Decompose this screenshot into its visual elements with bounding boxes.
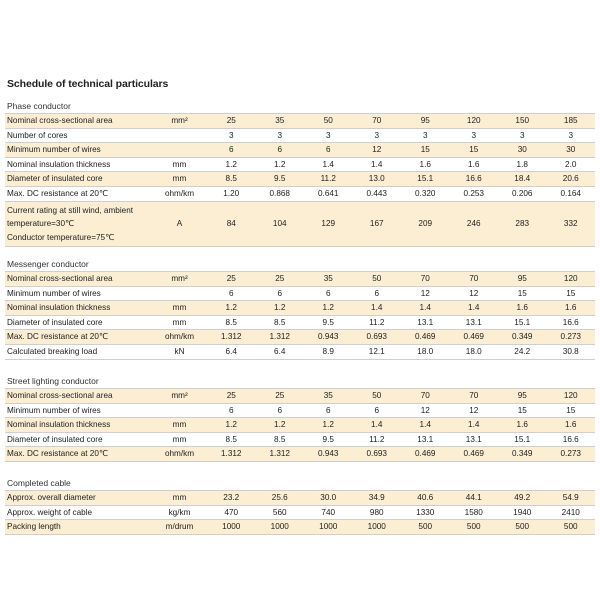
cell-value: 0.349 (498, 447, 547, 462)
row-label-text: Minimum number of wires (7, 145, 101, 155)
row-label (5, 172, 152, 187)
cell-value: 50 (353, 389, 402, 404)
table-row (5, 114, 595, 129)
table-row (5, 157, 595, 172)
cell-value: 0.164 (560, 188, 581, 198)
row-unit: mm² (152, 272, 207, 287)
cell-value: 30.0 (304, 491, 353, 506)
row-label-text: Max. DC resistance at 20℃ (7, 188, 109, 198)
cell-value: 2410 (561, 507, 580, 517)
cell-value: 15 (517, 288, 527, 298)
cell-value: 25 (207, 389, 256, 404)
row-label (5, 418, 152, 433)
table-row (5, 447, 595, 462)
cell-value: 1.312 (207, 330, 256, 345)
row-label (5, 143, 152, 158)
cell-value: 0.469 (450, 330, 499, 345)
table-row (5, 128, 595, 143)
cell-value: 1.2 (225, 159, 237, 169)
cell-value: 25 (207, 114, 256, 129)
cell-value: 500 (498, 520, 547, 535)
row-label (5, 286, 152, 301)
table-row (5, 389, 595, 404)
cell-value: 0.641 (318, 188, 339, 198)
table-row (5, 403, 595, 418)
cell-value: 6.4 (274, 346, 286, 356)
section-title-phase-conductor: Phase conductor (7, 101, 71, 111)
cell-value: 15.1 (514, 434, 531, 444)
cell-value: 30.8 (562, 346, 579, 356)
cell-value: 1.2 (207, 418, 256, 433)
cell-value: 1.8 (516, 159, 528, 169)
cell-value: 0.868 (269, 188, 290, 198)
cell-value: 1.4 (401, 418, 450, 433)
cell-value: 16.6 (450, 172, 499, 187)
cell-value: 16.6 (562, 434, 579, 444)
row-label-text: Diameter of insulated core (7, 434, 103, 444)
cell-value: 13.1 (417, 434, 434, 444)
cell-value: 6 (277, 288, 283, 298)
row-label-text: Nominal cross-sectional area (7, 391, 113, 400)
messenger-conductor-table (5, 271, 595, 360)
cell-value: 35 (304, 389, 353, 404)
table-row (5, 201, 595, 247)
cell-value: 8.5 (274, 434, 286, 444)
cell-value: 500 (547, 520, 596, 535)
table-row (5, 344, 595, 359)
cell-value: 25.6 (256, 491, 305, 506)
row-label-text: Approx. weight of cable (7, 507, 93, 517)
cell-value: 1.4 (353, 301, 402, 316)
section-title-messenger-conductor: Messenger conductor (7, 259, 89, 269)
row-unit: mm (172, 434, 187, 444)
completed-cable-table (5, 490, 595, 535)
row-unit: m/drum (152, 520, 207, 535)
table-row (5, 418, 595, 433)
cell-value: 15 (517, 405, 527, 415)
cell-value: 70 (450, 389, 499, 404)
street-lighting-conductor-table (5, 388, 595, 462)
row-unit: mm (152, 301, 207, 316)
row-unit (152, 128, 207, 143)
cell-value: 0.469 (401, 447, 450, 462)
row-label (5, 315, 152, 330)
cell-value: 0.693 (353, 447, 402, 462)
cell-value: 6 (325, 405, 331, 415)
cell-value: 0.273 (547, 447, 596, 462)
table-row (5, 286, 595, 301)
cell-value: 1000 (256, 520, 305, 535)
row-label-text-2: Conductor temperature=75℃ (7, 232, 115, 242)
cell-value: 25 (256, 272, 305, 287)
cell-value: 15 (566, 405, 576, 415)
cell-value: 24.2 (514, 346, 531, 356)
cell-value: 12.1 (368, 346, 385, 356)
row-unit: ohm/km (152, 447, 207, 462)
cell-value: 12 (420, 405, 430, 415)
cell-value: 3 (374, 130, 380, 140)
cell-value: 8.9 (322, 346, 334, 356)
cell-value: 1330 (416, 507, 435, 517)
cell-value: 25 (256, 389, 305, 404)
row-unit: ohm/km (152, 330, 207, 345)
cell-value: 1.20 (223, 188, 240, 198)
cell-value: 332 (547, 201, 596, 247)
cell-value: 3 (519, 130, 525, 140)
row-label-text: Calculated breaking load (7, 346, 98, 356)
cell-value: 0.349 (498, 330, 547, 345)
row-label (5, 114, 152, 129)
cell-value: 1.312 (256, 447, 305, 462)
cell-value: 209 (401, 201, 450, 247)
cell-value: 3 (277, 130, 283, 140)
row-unit (152, 403, 207, 418)
cell-value: 6 (374, 405, 380, 415)
cell-value: 35 (256, 114, 305, 129)
row-label (5, 432, 152, 447)
row-label-text: Packing length (7, 522, 61, 532)
cell-value: 0.320 (415, 188, 436, 198)
table-row (5, 505, 595, 520)
cell-value: 470 (224, 507, 239, 517)
row-unit: mm (172, 317, 187, 327)
cell-value: 500 (401, 520, 450, 535)
cell-value: 23.2 (207, 491, 256, 506)
cell-value: 1580 (464, 507, 483, 517)
cell-value: 18.0 (417, 346, 434, 356)
table-row (5, 301, 595, 316)
cell-value: 30 (547, 143, 596, 158)
cell-value: 6 (277, 405, 283, 415)
cell-value: 3 (228, 130, 234, 140)
cell-value: 1.6 (419, 159, 431, 169)
cell-value: 167 (353, 201, 402, 247)
row-label (5, 447, 152, 462)
cell-value: 1.6 (547, 418, 596, 433)
cell-value: 11.2 (369, 434, 385, 444)
cell-value: 15 (401, 143, 450, 158)
row-label (5, 389, 152, 404)
cell-value: 70 (450, 272, 499, 287)
cell-value: 6 (207, 143, 256, 158)
row-label-text: Number of cores (7, 130, 68, 140)
cell-value: 30 (498, 143, 547, 158)
cell-value: 6 (374, 288, 380, 298)
cell-value: 3 (471, 130, 477, 140)
cell-value: 500 (450, 520, 499, 535)
cell-value: 8.5 (207, 172, 256, 187)
cell-value: 54.9 (547, 491, 596, 506)
row-unit: kN (174, 346, 185, 356)
cell-value: 40.6 (401, 491, 450, 506)
table-row (5, 172, 595, 187)
cell-value: 15.1 (514, 317, 531, 327)
cell-value: 11.2 (369, 317, 385, 327)
row-label-text: Nominal insulation thickness (7, 420, 111, 430)
cell-value: 70 (401, 272, 450, 287)
cell-value: 1.2 (256, 301, 305, 316)
cell-value: 129 (304, 201, 353, 247)
cell-value: 3 (325, 130, 331, 140)
cell-value: 6 (228, 288, 234, 298)
cell-value: 0.469 (450, 447, 499, 462)
cell-value: 2.0 (565, 159, 577, 169)
cell-value: 95 (498, 389, 547, 404)
cell-value: 9.5 (322, 317, 334, 327)
row-label-text: Diameter of insulated core (7, 174, 103, 184)
cell-value: 1.4 (353, 418, 402, 433)
cell-value: 70 (353, 114, 402, 129)
cell-value: 3 (568, 130, 574, 140)
cell-value: 0.273 (547, 330, 596, 345)
cell-value: 50 (353, 272, 402, 287)
cell-value: 980 (369, 507, 384, 517)
cell-value: 6 (256, 143, 305, 158)
row-label (5, 157, 152, 172)
row-label (5, 491, 152, 506)
row-label-text: Nominal insulation thickness (7, 303, 111, 313)
cell-value: 1.4 (371, 159, 383, 169)
row-unit: mm (152, 491, 207, 506)
cell-value: 1.2 (304, 418, 353, 433)
cell-value: 740 (321, 507, 336, 517)
cell-value: 12 (420, 288, 430, 298)
phase-conductor-table (5, 113, 595, 247)
cell-value: 12 (353, 143, 402, 158)
cell-value: 0.943 (304, 330, 353, 345)
cell-value: 104 (256, 201, 305, 247)
cell-value: 25 (207, 272, 256, 287)
row-unit: A (152, 201, 207, 247)
cell-value: 0.443 (366, 188, 387, 198)
row-label-text: Minimum number of wires (7, 288, 101, 298)
cell-value: 44.1 (450, 491, 499, 506)
row-label (5, 201, 152, 247)
cell-value: 49.2 (498, 491, 547, 506)
cell-value: 283 (498, 201, 547, 247)
table-row (5, 432, 595, 447)
cell-value: 3 (422, 130, 428, 140)
row-label-text: Current rating at still wind, ambient temperature=30℃ (7, 205, 134, 229)
cell-value: 1000 (304, 520, 353, 535)
cell-value: 0.943 (304, 447, 353, 462)
row-label (5, 344, 152, 359)
row-label (5, 186, 152, 201)
row-label (5, 330, 152, 345)
cell-value: 70 (401, 389, 450, 404)
table-row (5, 272, 595, 287)
cell-value: 6.4 (225, 346, 237, 356)
cell-value: 13.1 (465, 434, 482, 444)
cell-value: 120 (450, 114, 499, 129)
row-unit: mm² (152, 114, 207, 129)
cell-value: 12 (469, 288, 479, 298)
cell-value: 120 (547, 389, 596, 404)
cell-value: 1.6 (547, 301, 596, 316)
cell-value: 1000 (353, 520, 402, 535)
cell-value: 8.5 (225, 317, 237, 327)
cell-value: 1.4 (450, 418, 499, 433)
cell-value: 50 (304, 114, 353, 129)
cell-value: 0.253 (463, 188, 484, 198)
cell-value: 1940 (513, 507, 532, 517)
cell-value: 0.693 (353, 330, 402, 345)
table-row (5, 520, 595, 535)
row-label (5, 403, 152, 418)
cell-value: 12 (469, 405, 479, 415)
cell-value: 1000 (207, 520, 256, 535)
cell-value: 13.1 (465, 317, 482, 327)
cell-value: 246 (450, 201, 499, 247)
cell-value: 13.0 (353, 172, 402, 187)
cell-value: 120 (547, 272, 596, 287)
row-label-text: Minimum number of wires (7, 405, 101, 415)
row-label (5, 505, 152, 520)
section-title-completed-cable: Completed cable (7, 478, 71, 488)
cell-value: 6 (325, 288, 331, 298)
row-label-text: Nominal cross-sectional area (7, 274, 113, 283)
cell-value: 1.2 (274, 159, 286, 169)
row-label-text: Max. DC resistance at 20℃ (7, 449, 109, 459)
cell-value: 9.5 (322, 434, 334, 444)
table-row (5, 186, 595, 201)
cell-value: 6 (304, 143, 353, 158)
cell-value: 15 (450, 143, 499, 158)
cell-value: 18.4 (498, 172, 547, 187)
table-row (5, 315, 595, 330)
cell-value: 1.2 (207, 301, 256, 316)
cell-value: 16.6 (562, 317, 579, 327)
cell-value: 11.2 (304, 172, 353, 187)
cell-value: 560 (272, 507, 287, 517)
row-label (5, 301, 152, 316)
row-label-text: Nominal insulation thickness (7, 159, 111, 169)
cell-value: 15 (566, 288, 576, 298)
row-label-text: Nominal cross-sectional area (7, 116, 113, 125)
cell-value: 8.5 (225, 434, 237, 444)
cell-value: 9.5 (256, 172, 305, 187)
cell-value: 6 (228, 405, 234, 415)
table-row (5, 143, 595, 158)
cell-value: 8.5 (274, 317, 286, 327)
row-label (5, 272, 152, 287)
row-label (5, 520, 152, 535)
cell-value: 95 (498, 272, 547, 287)
section-title-street-lighting-conductor: Street lighting conductor (7, 376, 99, 386)
row-label-text: Approx. overall diameter (7, 493, 96, 502)
cell-value: 84 (207, 201, 256, 247)
cell-value: 35 (304, 272, 353, 287)
cell-value: 150 (498, 114, 547, 129)
page-title: Schedule of technical particulars (7, 78, 169, 90)
row-unit: mm (152, 172, 207, 187)
row-label (5, 128, 152, 143)
cell-value: 185 (547, 114, 596, 129)
row-unit: mm (172, 159, 187, 169)
cell-value: 15.1 (401, 172, 450, 187)
cell-value: 18.0 (465, 346, 482, 356)
cell-value: 1.4 (322, 159, 334, 169)
row-unit (152, 143, 207, 158)
row-unit: mm (152, 418, 207, 433)
row-unit: kg/km (168, 507, 191, 517)
cell-value: 95 (401, 114, 450, 129)
cell-value: 1.4 (401, 301, 450, 316)
cell-value: 1.6 (498, 418, 547, 433)
row-label-text: Max. DC resistance at 20℃ (7, 332, 109, 342)
cell-value: 1.6 (468, 159, 480, 169)
cell-value: 34.9 (353, 491, 402, 506)
table-row (5, 330, 595, 345)
cell-value: 0.469 (401, 330, 450, 345)
cell-value: 20.6 (547, 172, 596, 187)
table-row (5, 491, 595, 506)
cell-value: 1.312 (207, 447, 256, 462)
cell-value: 1.2 (256, 418, 305, 433)
row-unit: mm² (152, 389, 207, 404)
cell-value: 0.206 (512, 188, 533, 198)
row-unit (152, 286, 207, 301)
cell-value: 13.1 (417, 317, 434, 327)
cell-value: 1.6 (498, 301, 547, 316)
cell-value: 1.312 (256, 330, 305, 345)
cell-value: 1.2 (304, 301, 353, 316)
cell-value: 1.4 (450, 301, 499, 316)
row-label-text: Diameter of insulated core (7, 317, 103, 327)
row-unit: ohm/km (164, 188, 195, 198)
